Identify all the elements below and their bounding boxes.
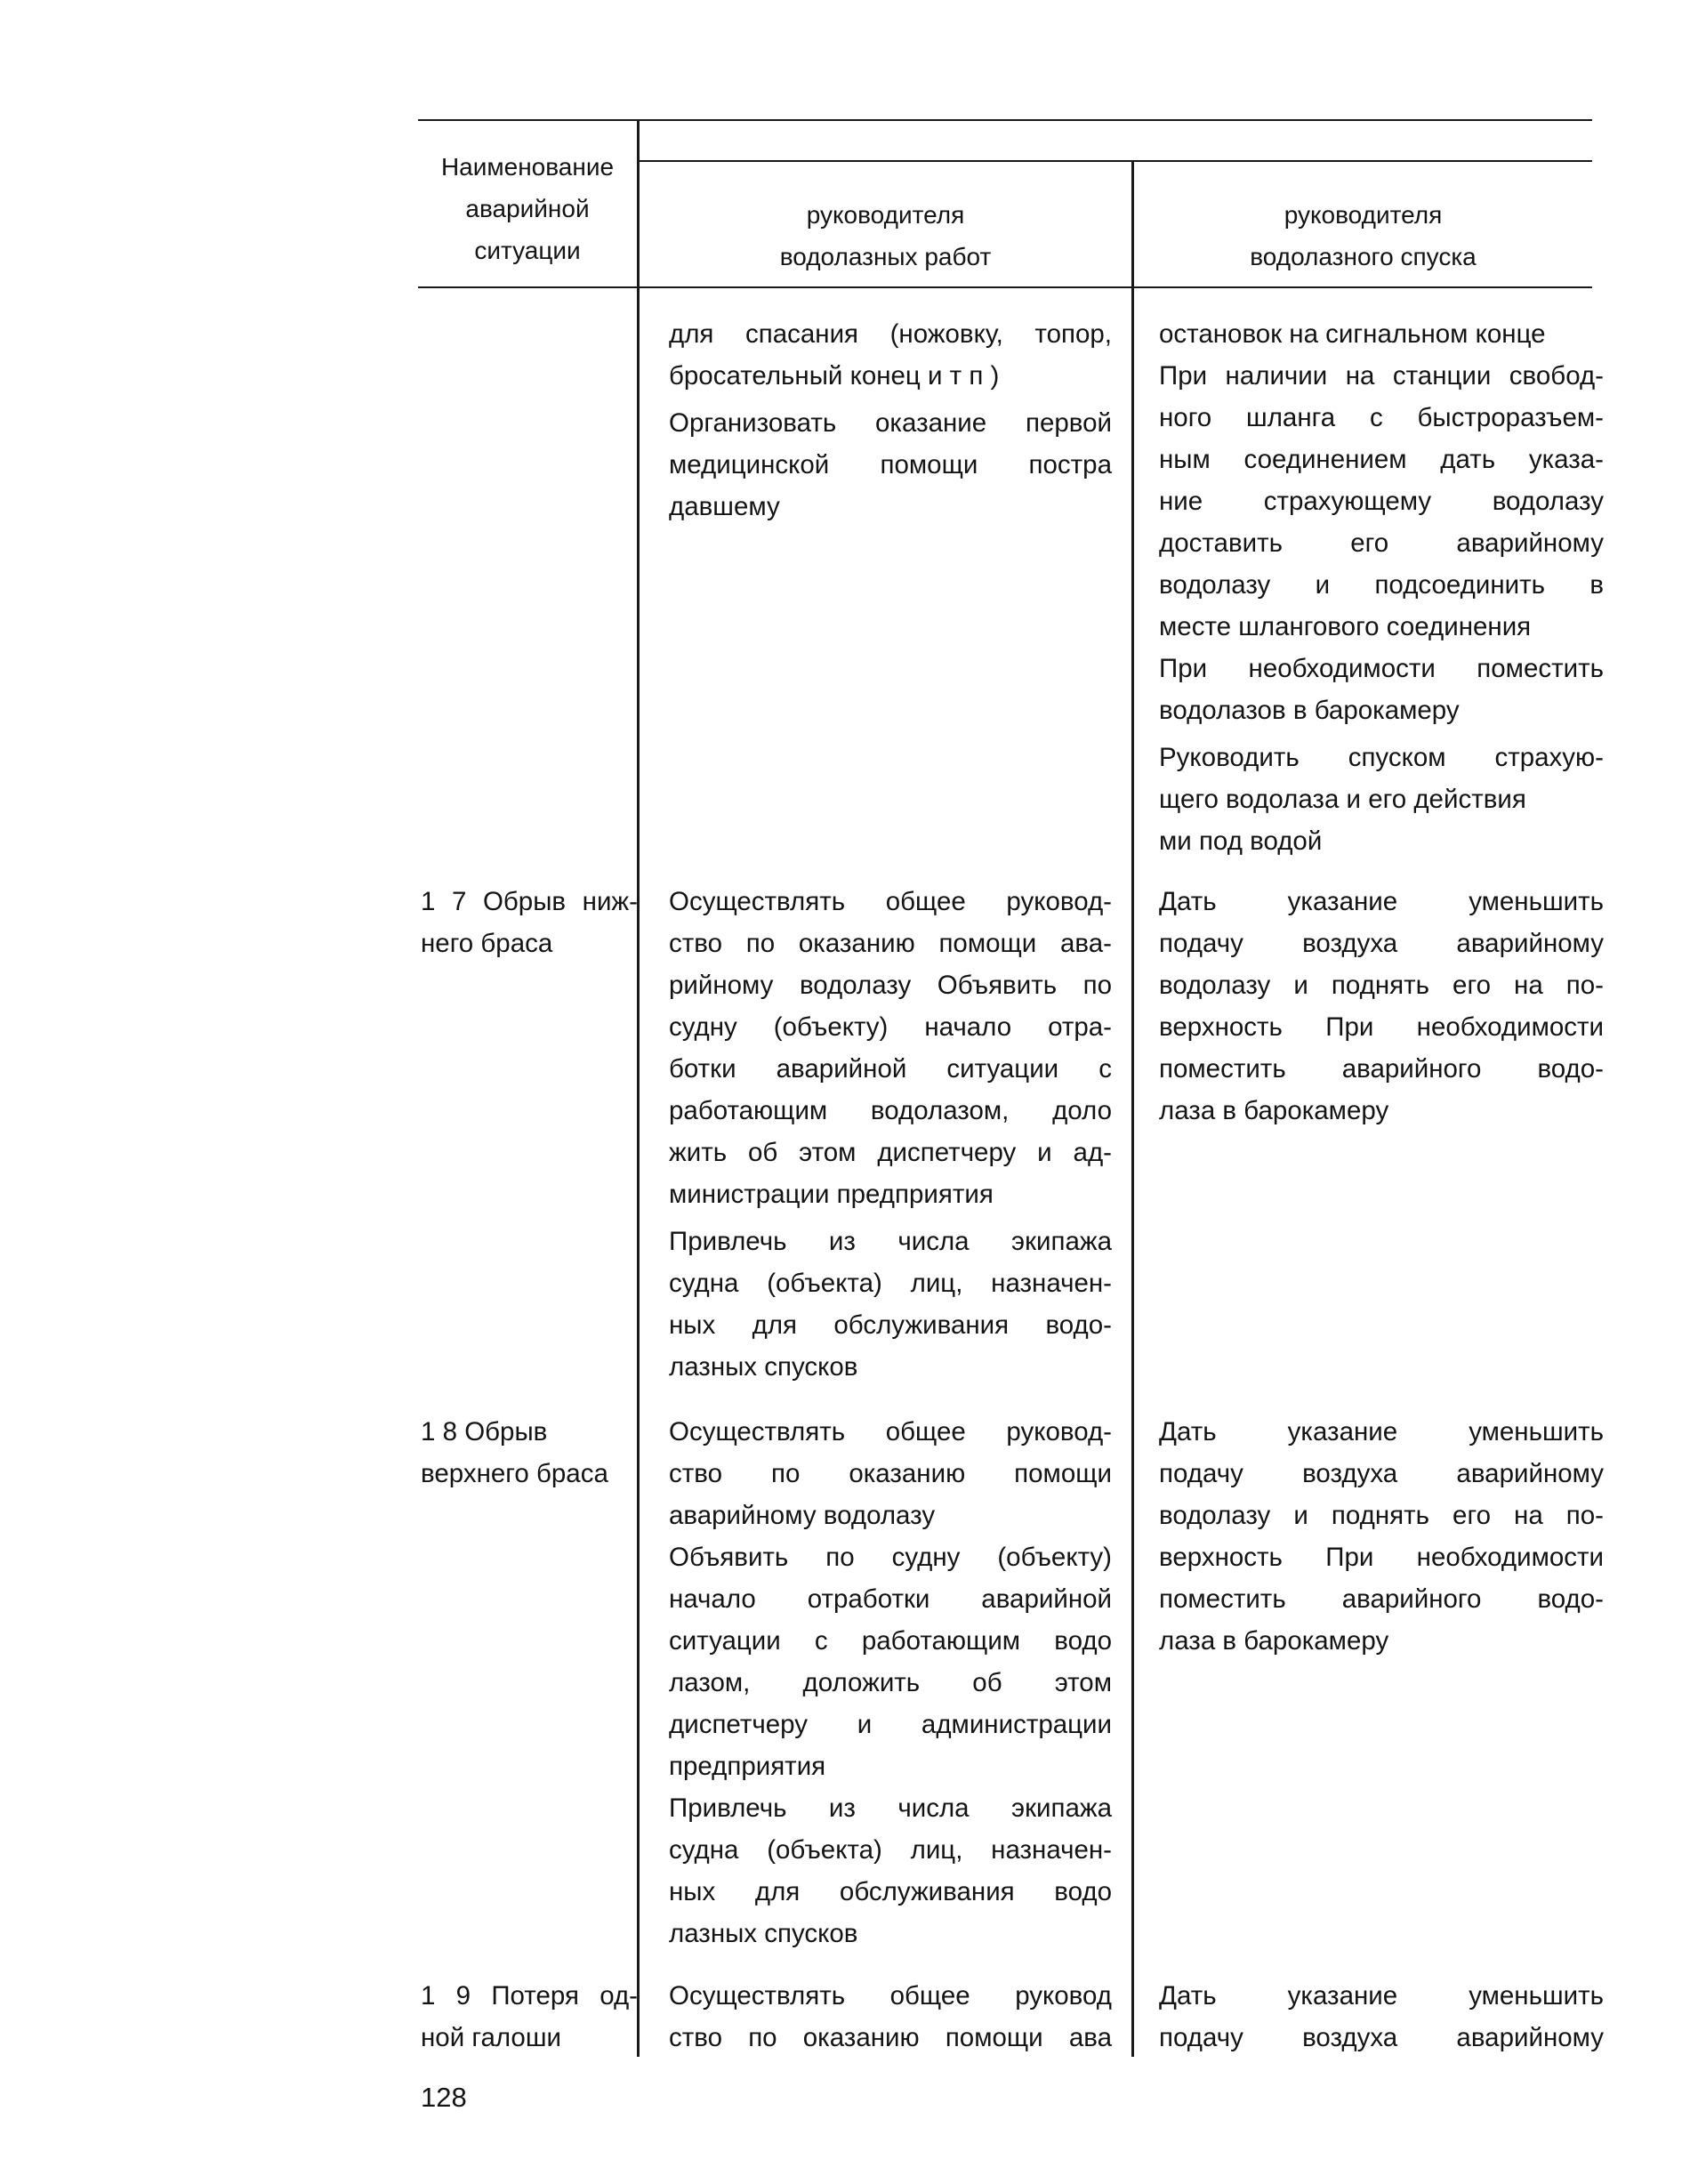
descent-leader-cell-1-8 — [1159, 1411, 1604, 1662]
descent-leader-cell-1-9 — [1159, 1975, 1604, 2059]
text-line: него браса — [421, 929, 553, 958]
text-line: ных для обслуживания водо- — [669, 1310, 1112, 1340]
text-line: ных для обслуживания водо — [669, 1877, 1112, 1906]
text-line: водолазу и поднять его на по- — [1159, 971, 1604, 1000]
text-line: 1 9 Потеря од- — [421, 1981, 638, 2011]
text-line: ство по оказанию помощи ава — [669, 2023, 1112, 2052]
text-line: водолазу и поднять его на по- — [1159, 1501, 1604, 1530]
text-line: поместить аварийного водо- — [1159, 1054, 1604, 1084]
paragraph — [669, 881, 1112, 1215]
text-line: верхность При необходимости — [1159, 1543, 1604, 1572]
text-line: ство по оказанию помощи — [669, 1459, 1112, 1488]
text-line: Осуществлять общее руковод- — [669, 1417, 1112, 1447]
text-line: ным соединением дать указа- — [1159, 445, 1604, 474]
paragraph — [669, 1411, 1112, 1954]
text-line: работающим водолазом, доло — [669, 1096, 1112, 1125]
text-line: ной галоши — [421, 2023, 561, 2052]
work-leader-cell-1-9 — [669, 1975, 1112, 2059]
situation-cell-1-9 — [421, 1975, 638, 2059]
text-line: Привлечь из числа экипажа — [669, 1793, 1112, 1823]
text-line: Осуществлять общее руковод — [669, 1981, 1112, 2011]
text-line: рийному водолазу Объявить по — [669, 971, 1112, 1000]
column-divider-2 — [1131, 160, 1134, 2057]
text-line: подачу воздуха аварийному — [1159, 929, 1604, 958]
header-line: водолазного спуска — [1250, 243, 1477, 270]
text-line: месте шлангового соединения — [1159, 612, 1532, 641]
text-line: Руководить спуском страхую- — [1159, 743, 1604, 772]
text-line: жить об этом диспетчеру и ад- — [669, 1138, 1112, 1167]
text-line: лазных спусков — [669, 1352, 858, 1382]
text-line: Дать указание уменьшить — [1159, 887, 1604, 916]
descent-leader-cell-1-7 — [1159, 881, 1604, 1132]
header-col-situation — [418, 146, 637, 271]
paragraph — [1159, 737, 1604, 862]
table-top-rule — [418, 119, 1592, 121]
text-line: Дать указание уменьшить — [1159, 1417, 1604, 1447]
paragraph — [669, 313, 1112, 397]
text-line: лазом, доложить об этом — [669, 1668, 1112, 1697]
text-line: Организовать оказание первой — [669, 408, 1112, 438]
text-line: бросательный конец и т п ) — [669, 361, 1000, 391]
header-span-rule — [639, 160, 1592, 162]
text-line: верхнего браса — [421, 1459, 608, 1488]
page-number: 128 — [421, 2082, 467, 2113]
header-line: аварийной — [465, 195, 590, 222]
text-line: водолазов в барокамеру — [1159, 696, 1460, 725]
paragraph — [669, 1221, 1112, 1388]
text-line: При необходимости поместить — [1159, 654, 1604, 683]
text-line: медицинской помощи постра — [669, 450, 1112, 480]
header-col-descent-leader — [1134, 194, 1592, 278]
text-line: ние страхующему водолазу — [1159, 487, 1604, 516]
header-line: руководителя — [806, 201, 965, 229]
text-line: лаза в барокамеру — [1159, 1626, 1389, 1656]
text-line: Осуществлять общее руковод- — [669, 887, 1112, 916]
text-line: подачу воздуха аварийному — [1159, 2023, 1604, 2052]
text-line: При наличии на станции свобод- — [1159, 361, 1604, 391]
continuation-descent-leader-cell — [1159, 313, 1604, 862]
text-line: Привлечь из числа экипажа — [669, 1227, 1112, 1256]
header-line: руководителя — [1284, 201, 1443, 229]
text-line: судна (объекта) лиц, назначен- — [669, 1269, 1112, 1298]
text-line: остановок на сигнальном конце — [1159, 319, 1546, 349]
text-line: щего водолаза и его действия — [1159, 785, 1526, 814]
header-line: водолазных работ — [779, 243, 992, 270]
text-line: лаза в барокамеру — [1159, 1096, 1389, 1125]
text-line: судна (объекта) лиц, назначен- — [669, 1835, 1112, 1865]
text-line: судну (объекту) начало отра- — [669, 1012, 1112, 1042]
text-line: 1 7 Обрыв ниж- — [421, 887, 638, 916]
text-line: верхность При необходимости — [1159, 1012, 1604, 1042]
work-leader-cell-1-8 — [669, 1411, 1112, 1954]
header-col-work-leader — [640, 194, 1131, 278]
text-line: ситуации с работающим водо — [669, 1626, 1112, 1656]
text-line: министрации предприятия — [669, 1180, 994, 1209]
text-line: для спасания (ножовку, топор, — [669, 319, 1112, 349]
header-line: ситуации — [474, 237, 581, 264]
paragraph — [669, 402, 1112, 528]
text-line: ного шланга с быстроразъем- — [1159, 403, 1604, 432]
text-line: водолазу и подсоединить в — [1159, 570, 1604, 600]
text-line: аварийному водолазу — [669, 1501, 936, 1530]
continuation-work-leader-cell — [669, 313, 1112, 528]
text-line: диспетчеру и администрации — [669, 1710, 1112, 1739]
column-divider-1 — [637, 119, 640, 2057]
situation-cell-1-7 — [421, 881, 638, 964]
work-leader-cell-1-7 — [669, 881, 1112, 1388]
header-bottom-rule — [418, 286, 1592, 288]
text-line: поместить аварийного водо- — [1159, 1584, 1604, 1614]
text-line: Дать указание уменьшить — [1159, 1981, 1604, 2011]
text-line: подачу воздуха аварийному — [1159, 1459, 1604, 1488]
text-line: лазных спусков — [669, 1919, 858, 1948]
text-line: ботки аварийной ситуации с — [669, 1054, 1112, 1084]
text-line: 1 8 Обрыв — [421, 1417, 548, 1447]
paragraph — [1159, 313, 1604, 731]
text-line: начало отработки аварийной — [669, 1584, 1112, 1614]
text-line: ми под водой — [1159, 826, 1323, 856]
text-line: Объявить по судну (объекту) — [669, 1543, 1112, 1572]
text-line: ство по оказанию помощи ава- — [669, 929, 1112, 958]
header-line: Наименование — [440, 153, 615, 181]
situation-cell-1-8 — [421, 1411, 638, 1495]
text-line: давшему — [669, 492, 780, 521]
text-line: предприятия — [669, 1752, 826, 1781]
text-line: доставить его аварийному — [1159, 528, 1604, 558]
